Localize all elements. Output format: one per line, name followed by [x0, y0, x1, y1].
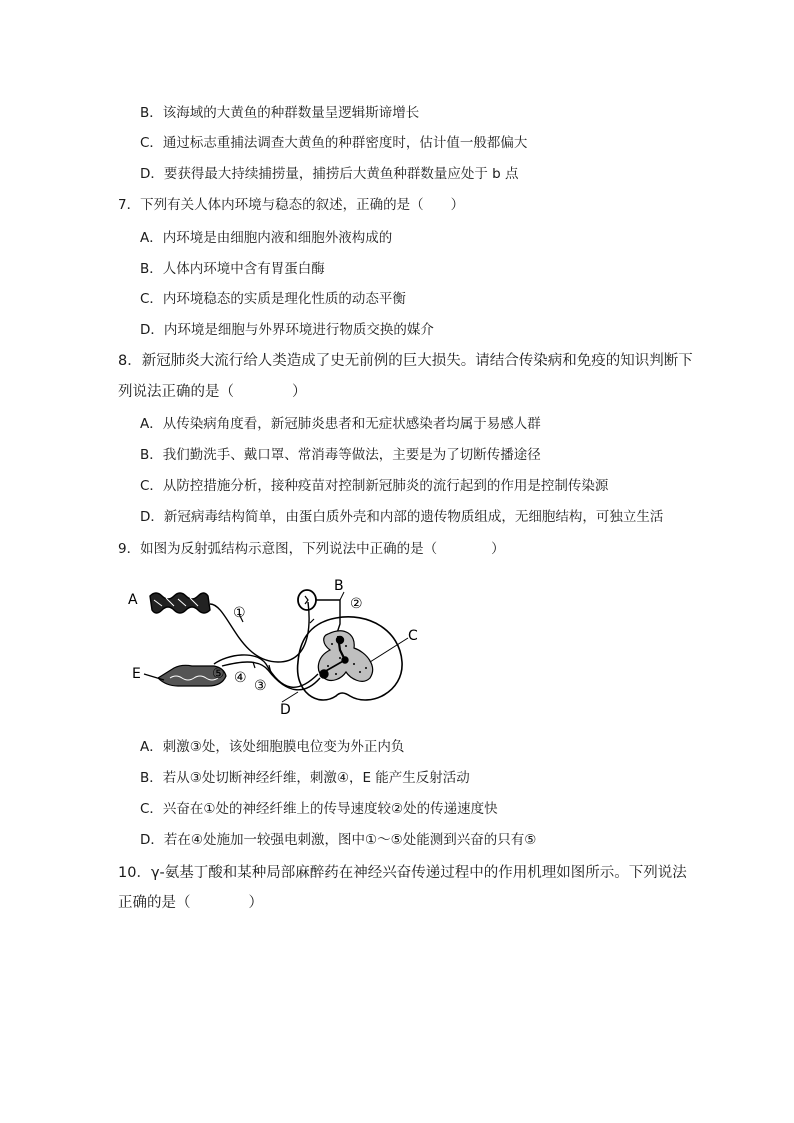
q8-option-c: C．从防控措施分析，接种疫苗对控制新冠肺炎的流行起到的作用是控制传染源: [140, 478, 609, 494]
q6-option-d: D．要获得最大持续捕捞量，捕捞后大黄鱼种群数量应处于 b 点: [140, 166, 519, 182]
q7-option-a: A．内环境是由细胞内液和细胞外液构成的: [140, 230, 393, 246]
q9-option-b: B．若从③处切断神经纤维，刺激④，E 能产生反射活动: [140, 770, 470, 786]
label-site-4: ④: [234, 670, 247, 686]
q6-option-c: C．通过标志重捕法调查大黄鱼的种群密度时，估计值一般都偏大: [140, 135, 528, 151]
label-site-5: ⑤: [212, 666, 225, 682]
label-d: D: [280, 702, 291, 718]
q7-option-d: D．内环境是细胞与外界环境进行物质交换的媒介: [140, 322, 434, 338]
label-c: C: [408, 628, 418, 644]
q6-option-b: B．该海域的大黄鱼的种群数量呈逻辑斯谛增长: [140, 105, 420, 121]
q8-option-b: B．我们勤洗手、戴口罩、常消毒等做法，主要是为了切断传播途径: [140, 447, 541, 463]
q9-option-c: C．兴奋在①处的神经纤维上的传导速度较②处的传递速度快: [140, 801, 498, 817]
q7-option-c: C．内环境稳态的实质是理化性质的动态平衡: [140, 291, 406, 307]
q7-option-b: B．人体内环境中含有胃蛋白酶: [140, 261, 325, 277]
q7-stem: 7．下列有关人体内环境与稳态的叙述，正确的是（ ）: [118, 197, 465, 213]
q10-stem-line1: 10．γ-氨基丁酸和某种局部麻醉药在神经兴奋传递过程中的作用机理如图所示。下列说法: [118, 865, 687, 881]
q10-stem-line2: 正确的是（ ）: [118, 895, 263, 911]
q9-option-a: A．刺激③处，该处细胞膜电位变为外正内负: [140, 739, 405, 755]
label-site-3: ③: [254, 678, 267, 694]
q9-option-d: D．若在④处施加一较强电刺激，图中①～⑤处能测到兴奋的只有⑤: [140, 832, 537, 848]
q9-stem: 9．如图为反射弧结构示意图，下列说法中正确的是（ ）: [118, 541, 505, 557]
q8-option-d: D．新冠病毒结构简单，由蛋白质外壳和内部的遗传物质组成，无细胞结构，可独立生活: [140, 509, 664, 525]
q8-option-a: A．从传染病角度看，新冠肺炎患者和无症状感染者均属于易感人群: [140, 416, 541, 432]
q8-stem-line1: 8．新冠肺炎大流行给人类造成了史无前例的巨大损失。请结合传染病和免疫的知识判断下: [118, 353, 693, 369]
label-site-2: ②: [350, 596, 363, 612]
q8-stem-line2: 列说法正确的是（ ）: [118, 384, 307, 400]
label-e: E: [132, 666, 141, 682]
label-site-1: ①: [233, 605, 246, 621]
label-a: A: [128, 592, 138, 608]
reflex-arc-diagram: [118, 574, 438, 719]
label-b: B: [334, 578, 344, 594]
